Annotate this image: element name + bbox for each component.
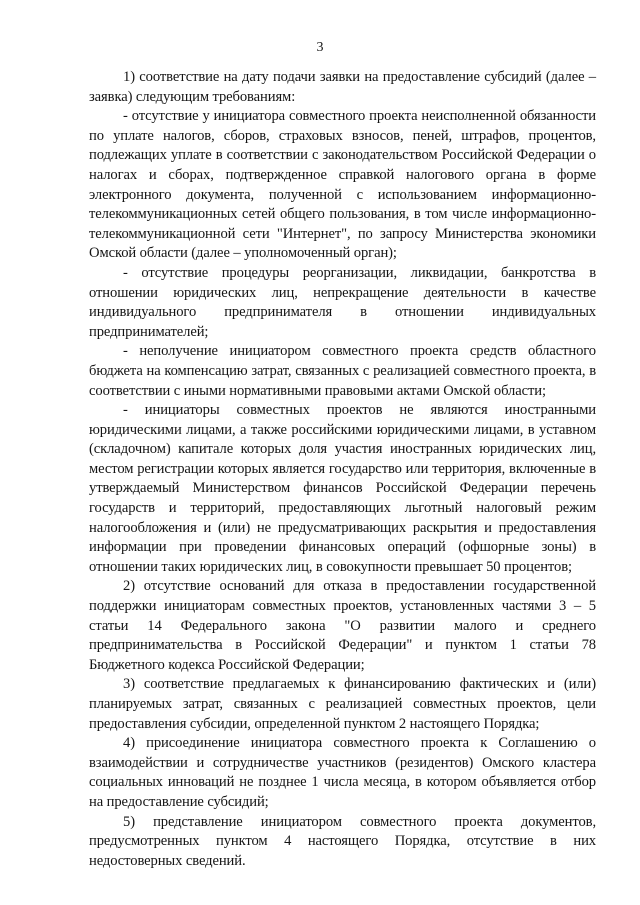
paragraph-item-1: 1) соответствие на дату подачи заявки на предоставление субсидий (далее – заявка) следующим требованиям:	[89, 69, 596, 105]
paragraph-tax-arrears: - отсутствие у инициатора совместного проекта неисполненной обязанности по уплате налогов, сборов, страховых взносов, пеней, штрафов, процентов, подлежащих уплате в соответствии с законодательством Российской Федерации о налогах и сборах, подтвержденное справкой налогового органа в форме электронного документа, полученной с использованием информационно-телекоммуникационных сетей общего пользования, в том числе информационно-телекоммуникационной сети "Интернет", по запросу Министерства экономики Омской области (далее – уполномоченный орган);	[89, 108, 596, 262]
paragraph-foreign-entities: - инициаторы совместных проектов не являются иностранными юридическими лицами, а также российскими юридическими лицами, в уставном (складочном) капитале которых доля участия иностранных юридических лиц, местом регистрации которых является государство или территория, включенные в утверждаемый Министерством финансов Российской Федерации перечень государств и территорий, предоставляющих льготный налоговый режим налогообложения и (или) не предусматривающих раскрытия и предоставления информации при проведении финансовых операций (офшорные зоны) в отношении таких юридических лиц, в совокупности превышает 50 процентов;	[89, 402, 596, 575]
paragraph-item-4: 4) присоединение инициатора совместного проекта к Соглашению о взаимодействии и сотрудничестве участников (резидентов) Омского кластера социальных инноваций не позднее 1 числа месяца, в котором объявляется отбор на предоставление субсидий;	[89, 735, 596, 810]
paragraph-budget-funds: - неполучение инициатором совместного проекта средств областного бюджета на компенсацию затрат, связанных с реализацией совместного проекта, в соответствии с иными нормативными правовыми актами Омской области;	[89, 343, 596, 399]
paragraph-item-5: 5) представление инициатором совместного проекта документов, предусмотренных пунктом 4 настоящего Порядка, отсутствие в них недостоверных сведений.	[89, 813, 596, 869]
page-number: 3	[316, 40, 324, 55]
paragraph-item-2: 2) отсутствие оснований для отказа в предоставлении государственной поддержки инициаторам совместных проектов, установленных частями 3 – 5 статьи 14 Федерального закона "О развитии малого и среднего предпринимательства в Российской Федерации" и пунктом 1 статьи 78 Бюджетного кодекса Российской Федерации;	[89, 578, 596, 673]
paragraph-reorganization: - отсутствие процедуры реорганизации, ликвидации, банкротства в отношении юридических лиц, непрекращение деятельности в качестве индивидуального предпринимателя в отношении индивидуальных предпринимателей;	[89, 264, 596, 340]
paragraph-item-3: 3) соответствие предлагаемых к финансированию фактических и (или) планируемых затрат, связанных с реализацией совместных проектов, цели предоставления субсидии, определенной пунктом 2 настоящего Порядка;	[89, 676, 596, 732]
document-body	[89, 68, 596, 871]
